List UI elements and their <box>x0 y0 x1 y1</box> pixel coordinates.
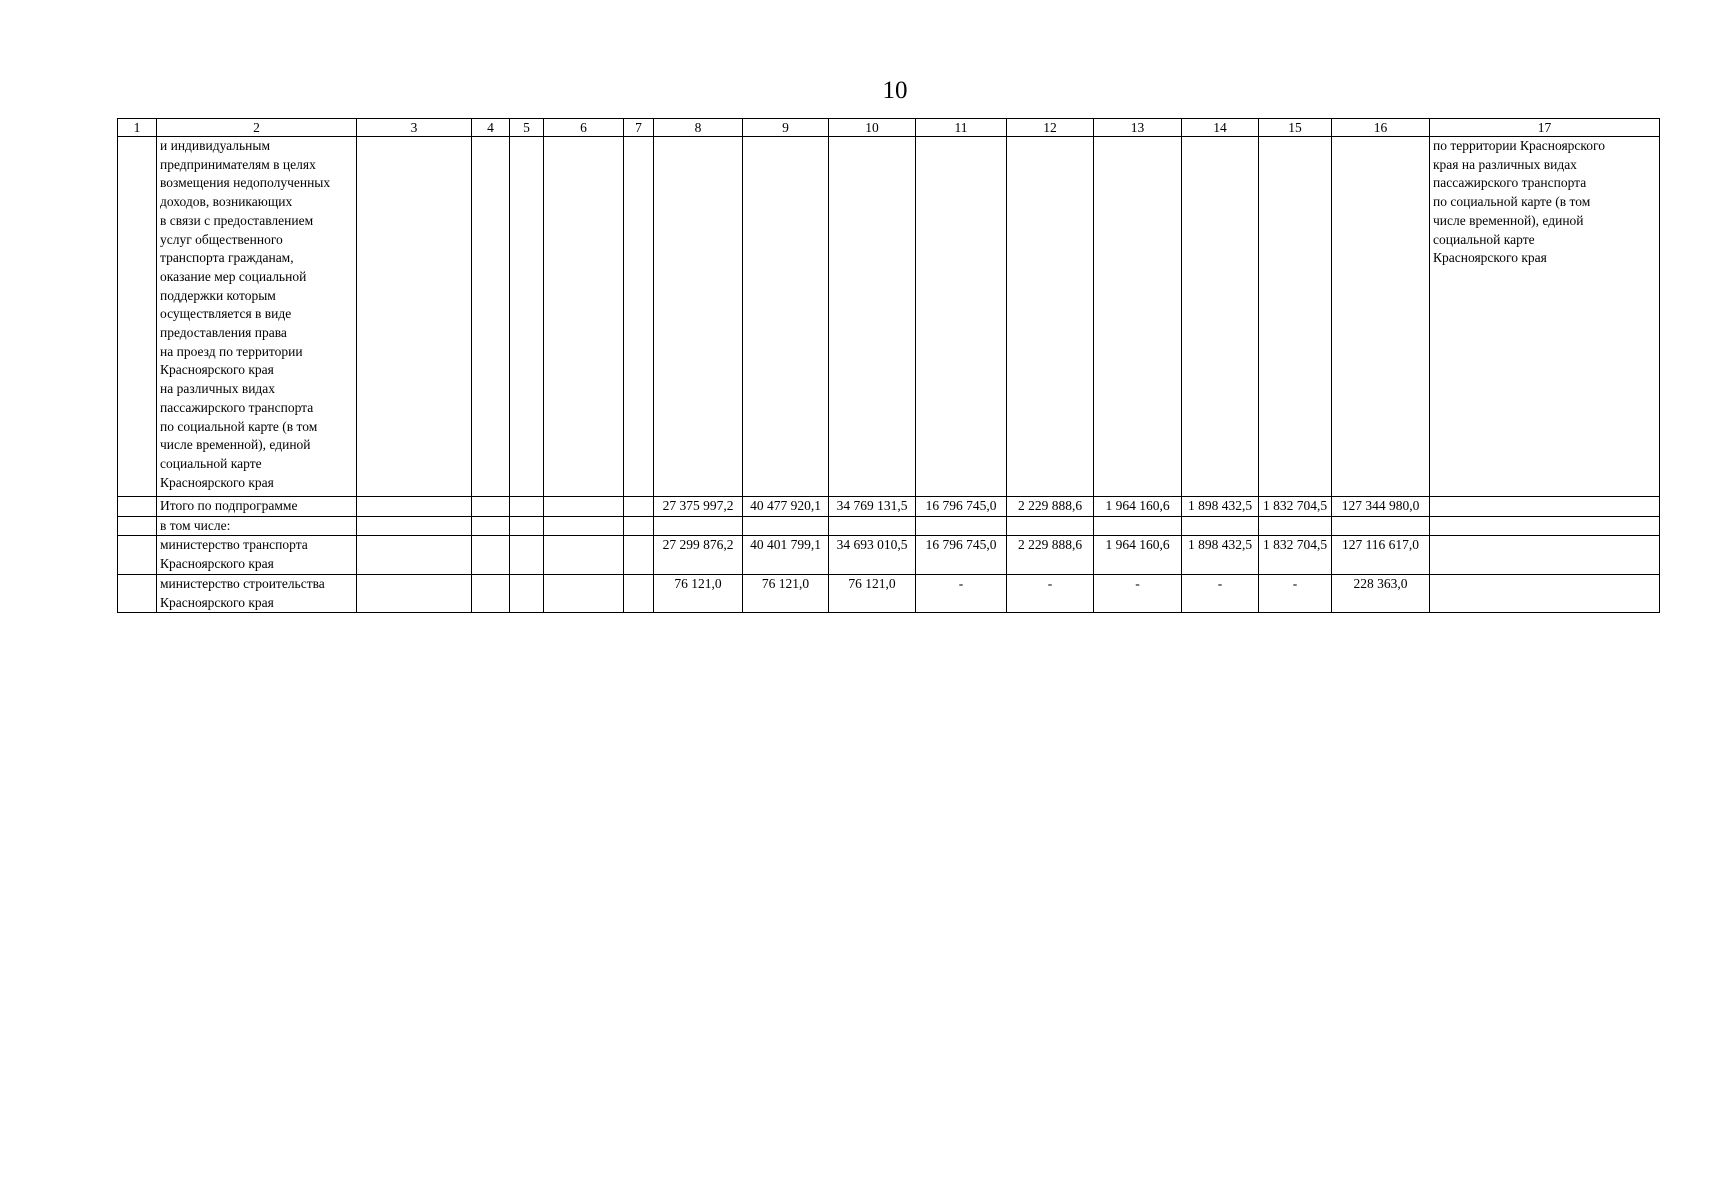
amount-cell: 228 363,0 <box>1332 574 1430 612</box>
amount-cell: 1 832 704,5 <box>1259 497 1332 517</box>
amount-cell: 1 898 432,5 <box>1182 536 1259 574</box>
table-cell <box>118 516 157 536</box>
table-cell <box>510 137 544 497</box>
table-cell <box>916 137 1007 497</box>
column-header: 15 <box>1259 119 1332 137</box>
table-cell <box>472 574 510 612</box>
table-row <box>118 497 1660 517</box>
amount-cell: - <box>1259 574 1332 612</box>
expected-result: по территории Красноярского края на различных видах пассажирского транспорта по социальной карте (в том числе временной), единой социальной карте Красноярского края <box>1430 137 1660 497</box>
amount-cell: 16 796 745,0 <box>916 497 1007 517</box>
table-cell <box>1094 137 1182 497</box>
amount-cell: 34 693 010,5 <box>829 536 916 574</box>
column-header: 17 <box>1430 119 1660 137</box>
table-cell <box>510 516 544 536</box>
amount-cell: 1 898 432,5 <box>1182 497 1259 517</box>
amount-cell: 1 964 160,6 <box>1094 536 1182 574</box>
table-cell <box>118 497 157 517</box>
measure-description: и индивидуальным предпринимателям в целях возмещения недополученных доходов, возникающих в связи с предоставлением услуг общественного транспорта гражданам, оказание мер социальной поддержки которым осуществляется в виде предоставления права на проезд по территории Красноярского края на различных видах пассажирского транспорта по социальной карте (в том числе временной), единой социальной карте Красноярского края <box>157 137 357 497</box>
table-cell <box>357 574 472 612</box>
table-cell <box>1430 516 1660 536</box>
table-cell <box>624 137 654 497</box>
column-header: 2 <box>157 119 357 137</box>
row-label: министерство строительства Красноярского края <box>157 574 357 612</box>
amount-cell: - <box>916 574 1007 612</box>
amount-cell: 16 796 745,0 <box>916 536 1007 574</box>
table-cell <box>544 137 624 497</box>
amount-cell <box>829 516 916 536</box>
amount-cell: 34 769 131,5 <box>829 497 916 517</box>
column-header: 7 <box>624 119 654 137</box>
table-cell <box>1430 536 1660 574</box>
table-cell <box>1430 497 1660 517</box>
table-cell <box>510 497 544 517</box>
amount-cell: 76 121,0 <box>743 574 829 612</box>
amount-cell: 40 477 920,1 <box>743 497 829 517</box>
amount-cell <box>916 516 1007 536</box>
table-cell <box>357 516 472 536</box>
amount-cell: 40 401 799,1 <box>743 536 829 574</box>
table-cell <box>544 536 624 574</box>
column-header: 6 <box>544 119 624 137</box>
table-cell <box>472 137 510 497</box>
column-header: 4 <box>472 119 510 137</box>
amount-cell: 1 832 704,5 <box>1259 536 1332 574</box>
column-header: 3 <box>357 119 472 137</box>
row-label: Итого по подпрограмме <box>157 497 357 517</box>
table-cell <box>510 574 544 612</box>
table-cell <box>472 497 510 517</box>
table-row <box>118 536 1660 574</box>
amount-cell <box>654 516 743 536</box>
table-cell <box>624 574 654 612</box>
table-cell <box>357 137 472 497</box>
table-row <box>118 516 1660 536</box>
table-cell <box>1259 137 1332 497</box>
table-cell <box>357 497 472 517</box>
row-label: в том числе: <box>157 516 357 536</box>
table-cell <box>544 497 624 517</box>
table-cell <box>1007 137 1094 497</box>
amount-cell <box>1259 516 1332 536</box>
column-header: 12 <box>1007 119 1094 137</box>
amount-cell: - <box>1007 574 1094 612</box>
table-cell <box>624 516 654 536</box>
amount-cell: 76 121,0 <box>829 574 916 612</box>
amount-cell <box>1007 516 1094 536</box>
table-cell <box>1182 137 1259 497</box>
table-cell <box>624 497 654 517</box>
column-header: 5 <box>510 119 544 137</box>
amount-cell <box>1332 516 1430 536</box>
row-label: министерство транспорта Красноярского края <box>157 536 357 574</box>
amount-cell: - <box>1094 574 1182 612</box>
amount-cell <box>743 516 829 536</box>
column-header: 8 <box>654 119 743 137</box>
budget-table <box>117 118 1660 613</box>
table-cell <box>1430 574 1660 612</box>
table-cell <box>624 536 654 574</box>
amount-cell: 127 116 617,0 <box>1332 536 1430 574</box>
table-cell <box>743 137 829 497</box>
table-cell <box>544 574 624 612</box>
column-header: 10 <box>829 119 916 137</box>
amount-cell: 76 121,0 <box>654 574 743 612</box>
column-number-row <box>118 119 1660 137</box>
amount-cell: - <box>1182 574 1259 612</box>
amount-cell: 1 964 160,6 <box>1094 497 1182 517</box>
column-header: 11 <box>916 119 1007 137</box>
column-header: 14 <box>1182 119 1259 137</box>
table-row <box>118 137 1660 497</box>
table-cell <box>357 536 472 574</box>
table-cell <box>829 137 916 497</box>
table-cell <box>118 574 157 612</box>
amount-cell <box>1094 516 1182 536</box>
column-header: 9 <box>743 119 829 137</box>
amount-cell: 127 344 980,0 <box>1332 497 1430 517</box>
table-cell <box>544 516 624 536</box>
amount-cell: 2 229 888,6 <box>1007 536 1094 574</box>
table-cell <box>472 516 510 536</box>
table-cell <box>1332 137 1430 497</box>
page-number: 10 <box>882 77 908 104</box>
table-cell <box>118 536 157 574</box>
table-cell <box>654 137 743 497</box>
table-cell <box>510 536 544 574</box>
column-header: 13 <box>1094 119 1182 137</box>
table-cell <box>118 137 157 497</box>
amount-cell: 27 375 997,2 <box>654 497 743 517</box>
column-header: 1 <box>118 119 157 137</box>
table-cell <box>472 536 510 574</box>
amount-cell <box>1182 516 1259 536</box>
amount-cell: 2 229 888,6 <box>1007 497 1094 517</box>
amount-cell: 27 299 876,2 <box>654 536 743 574</box>
table-row <box>118 574 1660 612</box>
column-header: 16 <box>1332 119 1430 137</box>
